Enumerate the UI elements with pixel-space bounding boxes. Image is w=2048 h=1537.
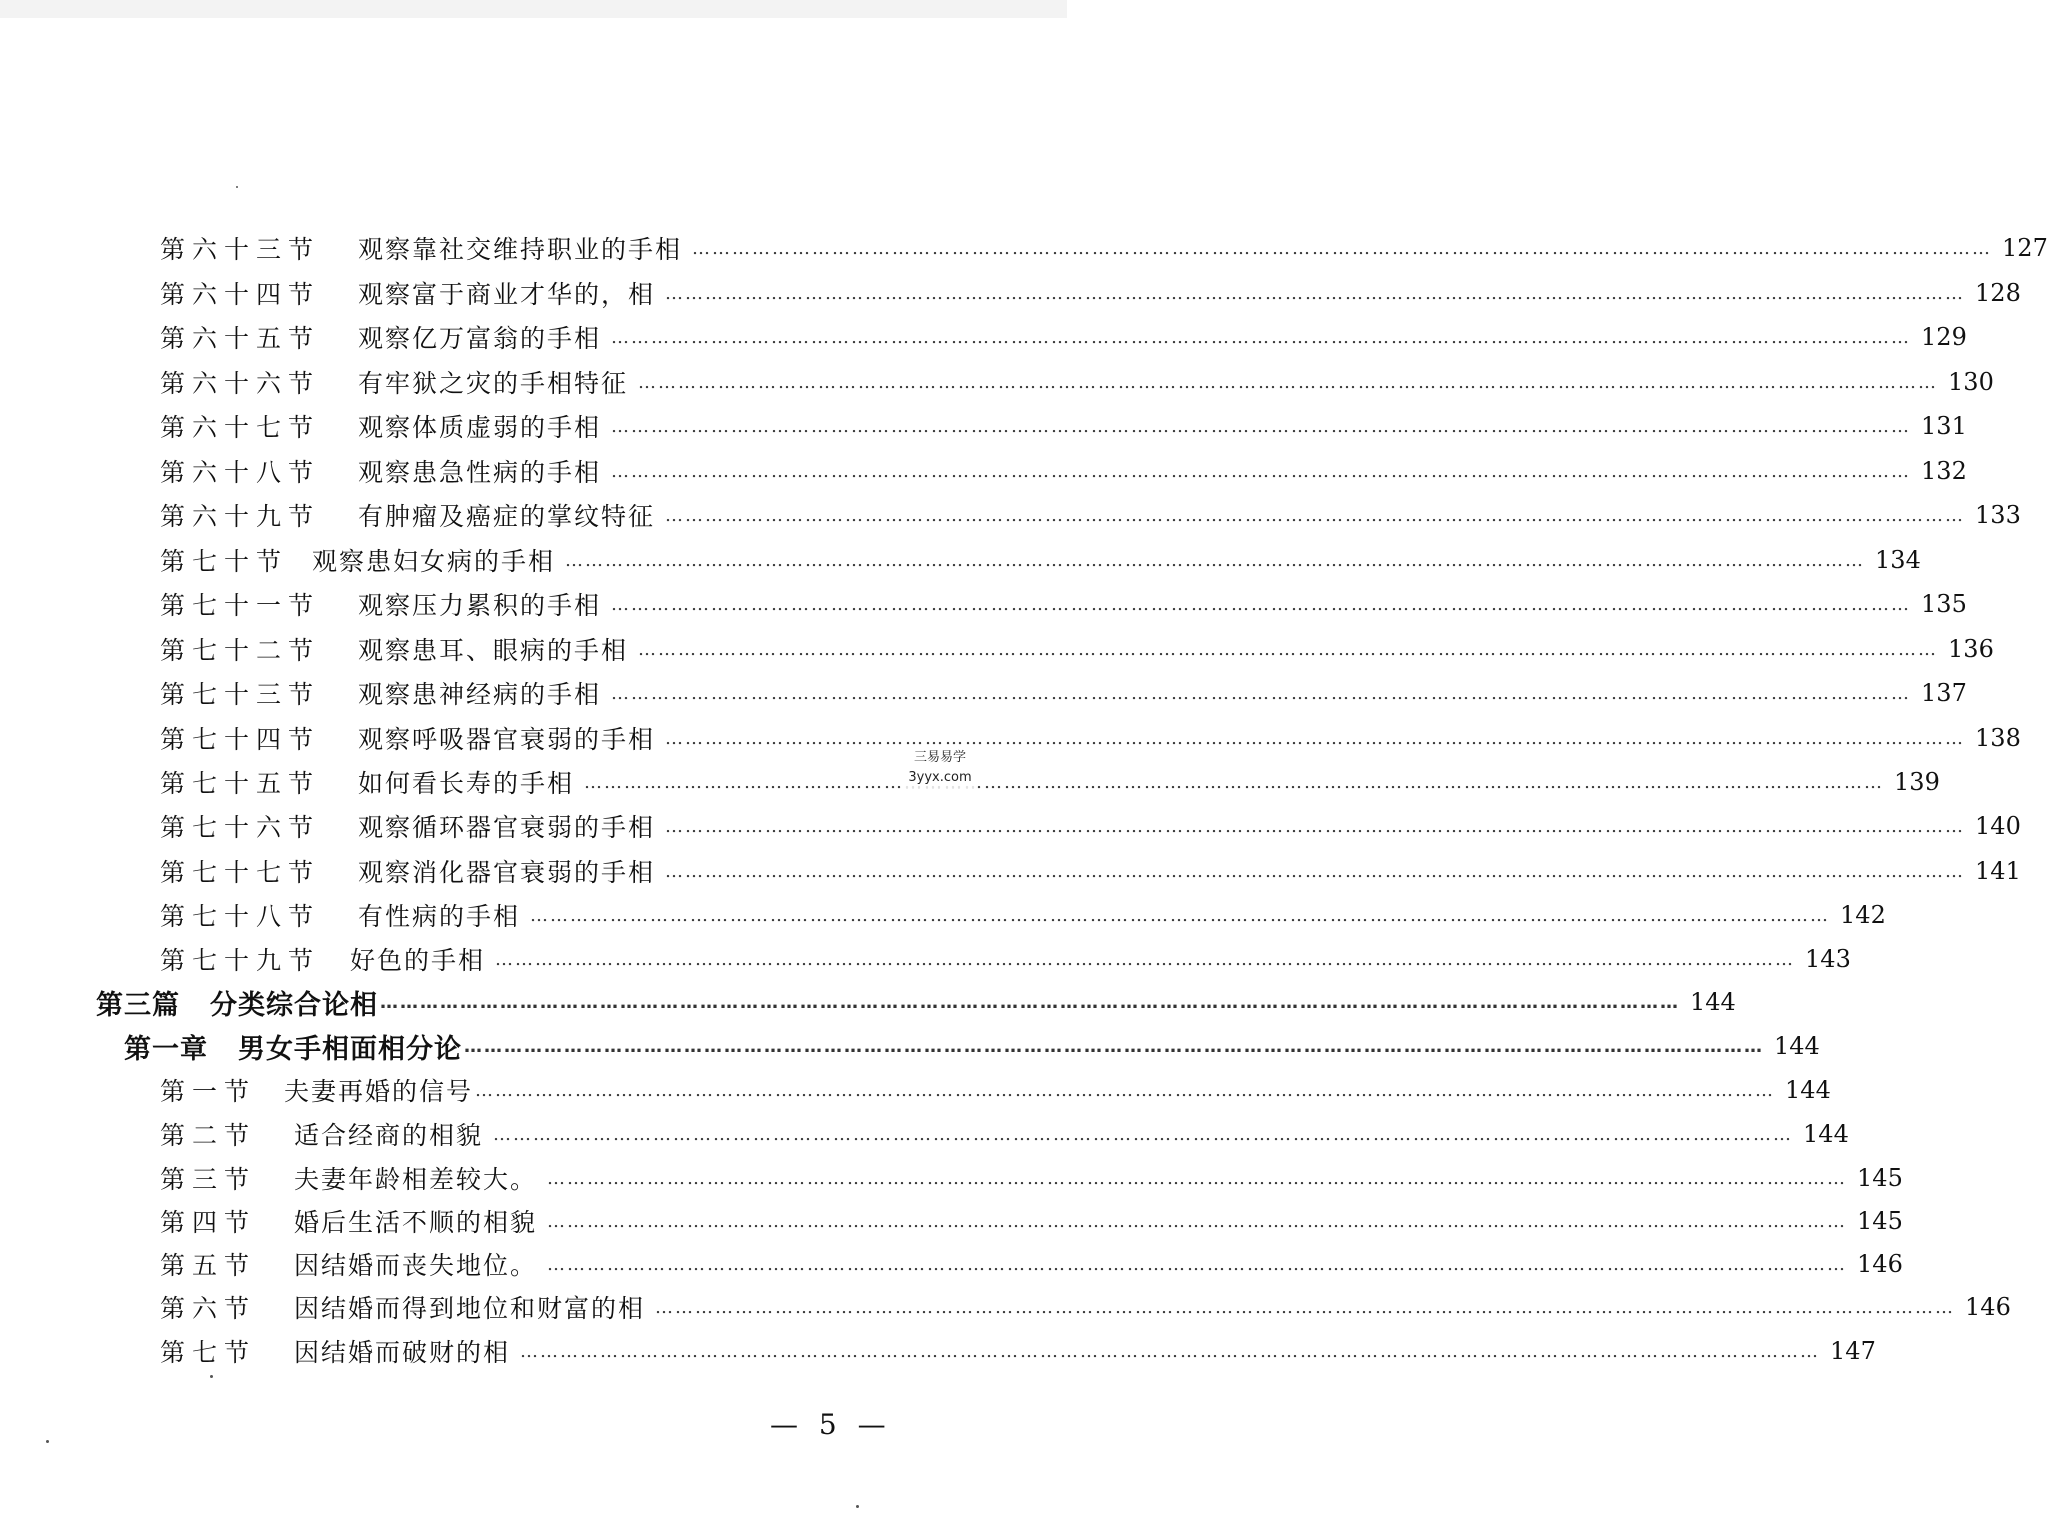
- toc-title: 分类综合论相: [210, 989, 378, 1021]
- toc-entry: [160, 629, 1994, 669]
- toc-title: 观察患耳、眼病的手相: [358, 636, 629, 665]
- toc-leader-dots: [665, 283, 1965, 304]
- toc-page-number: 144: [1690, 988, 1736, 1016]
- toc-page-number: 129: [1921, 323, 1967, 351]
- scan-speck: [236, 186, 238, 188]
- toc-section-number: 第七十八节: [160, 902, 321, 931]
- toc-title: 男女手相面相分论: [238, 1033, 462, 1065]
- toc-entry: [160, 1158, 1903, 1198]
- toc-title: 观察患急性病的手相: [358, 458, 602, 487]
- toc-title: 有肿瘤及癌症的掌纹特征: [358, 502, 656, 531]
- toc-title: 观察富于商业才华的，相: [358, 280, 656, 309]
- toc-leader-dots: [493, 1124, 1793, 1145]
- toc-page-number: 131: [1921, 412, 1967, 440]
- toc-title: 观察患神经病的手相: [358, 680, 602, 709]
- toc-entry: [160, 540, 1921, 580]
- toc-leader-dots: [665, 505, 1965, 526]
- toc-section-number: 第六十九节: [160, 502, 321, 531]
- toc-leader-dots: [638, 372, 1938, 393]
- toc-entry: [160, 806, 2021, 846]
- toc-section-number: 第一节: [160, 1077, 257, 1106]
- toc-leader-dots: [380, 992, 1680, 1013]
- toc-entry: [160, 317, 1967, 357]
- toc-leader-dots: [611, 327, 1911, 348]
- toc-section-number: 第三节: [160, 1165, 257, 1194]
- toc-entry: [160, 228, 2048, 268]
- toc-title: 观察亿万富翁的手相: [358, 324, 602, 353]
- toc-section-number: 第六节: [160, 1294, 257, 1323]
- toc-section-number: 第六十六节: [160, 369, 321, 398]
- toc-leader-dots: [692, 238, 1992, 259]
- toc-title: 因结婚而得到地位和财富的相: [294, 1294, 646, 1323]
- toc-section-number: 第七十二节: [160, 636, 321, 665]
- toc-page-number: 140: [1975, 812, 2021, 840]
- toc-page-number: 143: [1805, 945, 1851, 973]
- toc-leader-dots: [520, 1341, 1820, 1362]
- toc-chapter-heading: [124, 1026, 1820, 1066]
- toc-title: 夫妻再婚的信号: [284, 1077, 474, 1106]
- toc-leader-dots: [547, 1254, 1847, 1275]
- toc-entry: [160, 584, 1967, 624]
- toc-entry: [160, 1114, 1849, 1154]
- toc-chapter-number: 第一章: [124, 1033, 208, 1065]
- toc-leader-dots: [547, 1211, 1847, 1232]
- toc-leader-dots: [611, 683, 1911, 704]
- toc-page-number: 137: [1921, 679, 1967, 707]
- toc-section-number: 第七十节: [160, 547, 289, 576]
- toc-title: 适合经商的相貌: [294, 1121, 484, 1150]
- toc-entry: [160, 939, 1851, 979]
- toc-entry: [160, 673, 1967, 713]
- toc-entry: [160, 851, 2021, 891]
- watermark-line-1: 三易易学: [913, 750, 966, 765]
- toc-leader-dots: [611, 594, 1911, 615]
- scan-speck: [856, 1505, 859, 1508]
- toc-section-number: 第二节: [160, 1121, 257, 1150]
- scan-speck: [210, 1375, 213, 1378]
- toc-page-number: 145: [1857, 1164, 1903, 1192]
- toc-page-number: 142: [1840, 901, 1886, 929]
- toc-leader-dots: [665, 728, 1965, 749]
- toc-page-number: 145: [1857, 1207, 1903, 1235]
- toc-title: 观察患妇女病的手相: [312, 547, 556, 576]
- toc-title: 因结婚而丧失地位。: [294, 1251, 538, 1280]
- toc-page-number: 141: [1975, 857, 2021, 885]
- toc-title: 婚后生活不顺的相貌: [294, 1208, 538, 1237]
- toc-entry: [160, 1244, 1903, 1284]
- toc-leader-dots: [611, 461, 1911, 482]
- toc-page-number: 144: [1785, 1076, 1831, 1104]
- toc-title: 夫妻年龄相差较大。: [294, 1165, 538, 1194]
- toc-section-number: 第七节: [160, 1338, 257, 1367]
- toc-entry: [160, 451, 1967, 491]
- toc-entry: [160, 273, 2021, 313]
- toc-entry: [160, 362, 1994, 402]
- toc-section-number: 第六十七节: [160, 413, 321, 442]
- toc-section-number: 第七十五节: [160, 769, 321, 798]
- toc-page-number: 146: [1857, 1250, 1903, 1278]
- toc-section-number: 第七十九节: [160, 946, 321, 975]
- toc-leader-dots: [584, 772, 1884, 793]
- scan-speck: [46, 1440, 49, 1443]
- toc-entry: [160, 895, 1886, 935]
- toc-entry: [160, 1070, 1831, 1110]
- toc-part-heading: [96, 982, 1736, 1022]
- toc-page-number: 146: [1965, 1293, 2011, 1321]
- toc-page-number: 144: [1774, 1032, 1820, 1060]
- toc-title: 因结婚而破财的相: [294, 1338, 511, 1367]
- toc-title: 观察体质虚弱的手相: [358, 413, 602, 442]
- toc-leader-dots: [665, 816, 1965, 837]
- watermark-line-2: 3yyx.com: [908, 770, 972, 785]
- toc-entry: [160, 495, 2021, 535]
- toc-title: 有牢狱之灾的手相特征: [358, 369, 629, 398]
- toc-leader-dots: [638, 639, 1938, 660]
- toc-title: 如何看长寿的手相: [358, 769, 575, 798]
- toc-leader-dots: [611, 416, 1911, 437]
- toc-leader-dots: [495, 949, 1795, 970]
- toc-entry: [160, 1201, 1903, 1241]
- toc-title: 观察压力累积的手相: [358, 591, 602, 620]
- toc-section-number: 第六十八节: [160, 458, 321, 487]
- toc-title: 观察循环器官衰弱的手相: [358, 813, 656, 842]
- toc-part-number: 第三篇: [96, 989, 180, 1021]
- toc-section-number: 第四节: [160, 1208, 257, 1237]
- toc-page-number: 132: [1921, 457, 1967, 485]
- toc-leader-dots: [530, 905, 1830, 926]
- toc-entry: [160, 1287, 2011, 1327]
- toc-section-number: 第七十四节: [160, 725, 321, 754]
- toc-page-number: 135: [1921, 590, 1967, 618]
- toc-title: 观察消化器官衰弱的手相: [358, 858, 656, 887]
- site-watermark: [905, 748, 975, 788]
- toc-leader-dots: [475, 1080, 1775, 1101]
- toc-leader-dots: [464, 1036, 1764, 1057]
- toc-section-number: 第七十七节: [160, 858, 321, 887]
- toc-page-number: 128: [1975, 279, 2021, 307]
- toc-page-number: 138: [1975, 724, 2021, 752]
- toc-section-number: 第七十六节: [160, 813, 321, 842]
- toc-title: 观察呼吸器官衰弱的手相: [358, 725, 656, 754]
- toc-section-number: 第七十三节: [160, 680, 321, 709]
- toc-leader-dots: [565, 550, 1865, 571]
- toc-page-number: 134: [1875, 546, 1921, 574]
- toc-title: 有性病的手相: [358, 902, 521, 931]
- toc-leader-dots: [547, 1168, 1847, 1189]
- toc-title: 观察靠社交维持职业的手相: [358, 235, 683, 264]
- toc-page-number: 127: [2002, 234, 2048, 262]
- toc-section-number: 第六十三节: [160, 235, 321, 264]
- toc-section-number: 第六十五节: [160, 324, 321, 353]
- toc-section-number: 第五节: [160, 1251, 257, 1280]
- toc-entry: [160, 1331, 1876, 1371]
- toc-entry: [160, 406, 1967, 446]
- toc-section-number: 第七十一节: [160, 591, 321, 620]
- toc-page-number: 133: [1975, 501, 2021, 529]
- toc-leader-dots: [665, 861, 1965, 882]
- toc-page-number: 144: [1803, 1120, 1849, 1148]
- toc-page-number: 147: [1830, 1337, 1876, 1365]
- toc-page-number: 130: [1948, 368, 1994, 396]
- toc-page-number: 139: [1894, 768, 1940, 796]
- page-number: — 5 —: [770, 1408, 892, 1441]
- toc-title: 好色的手相: [350, 946, 486, 975]
- toc-page-number: 136: [1948, 635, 1994, 663]
- toc-section-number: 第六十四节: [160, 280, 321, 309]
- toc-leader-dots: [655, 1297, 1955, 1318]
